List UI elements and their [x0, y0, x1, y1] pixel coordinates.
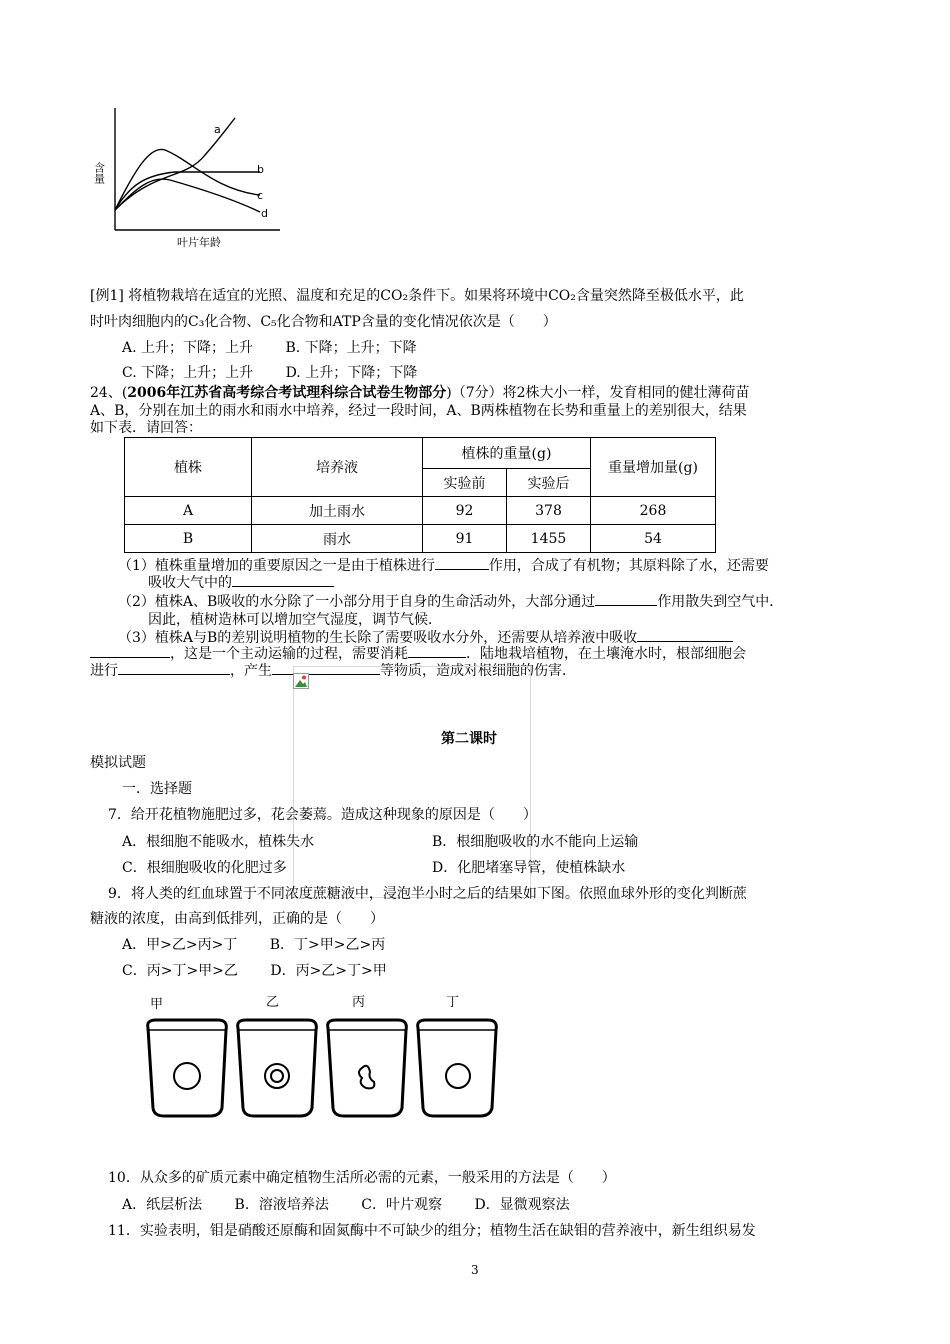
- example1-options-ab: A. 上升；下降；上升 B. 下降；上升；下降: [122, 340, 417, 356]
- th-after: 实验后: [507, 469, 591, 497]
- curve-c-label: c: [257, 189, 264, 202]
- cell-after: 1455: [507, 525, 591, 553]
- curve-b-label: b: [257, 163, 264, 176]
- blank: [595, 591, 657, 606]
- cell-gain: 268: [591, 497, 716, 525]
- th-gain: 重量增加量(g): [591, 438, 716, 497]
- broken-image-icon: [293, 673, 309, 689]
- graph-xlabel: 叶片年龄: [177, 236, 221, 249]
- beaker-3: [328, 1020, 407, 1116]
- sub2-text-a: （2）植株A、B吸收的水分除了一小部分用于自身的生命活动外，大部分通过: [118, 594, 596, 610]
- cell-before: 92: [423, 497, 507, 525]
- q11-stem: 11．实验表明，钼是硝酸还原酶和固氮酶中不可缺少的组分；植物生活在缺钼的营养液中，新生组织易发: [108, 1223, 756, 1239]
- q24-table: [124, 437, 716, 553]
- blank: [637, 627, 733, 642]
- sub3-text-a: （3）植株A与B的差别说明植物的生长除了需要吸收水分外，还需要从培养液中吸收: [118, 630, 638, 646]
- curve-c: [115, 149, 260, 210]
- sub1-text-c: 吸收大气中的: [148, 575, 232, 591]
- cell-plant: B: [125, 525, 252, 553]
- q24-line1: [90, 383, 750, 403]
- table-row: [125, 525, 716, 553]
- part1-heading: 一．选择题: [122, 781, 192, 797]
- q7-stem: 7．给开花植物施肥过多，花会萎蔫。造成这种现象的原因是（ ）: [108, 807, 537, 823]
- sub3-text-f: 等物质，造成对根细胞的伤害．: [380, 663, 576, 679]
- sub2-line1: [118, 591, 783, 612]
- example1-line1: [例1] 将植物栽培在适宜的光照、温度和充足的CO₂条件下。如果将环境中CO₂含量突然降至极低水平，此: [90, 288, 744, 304]
- q7-option-b: B．根细胞吸收的水不能向上运输: [432, 834, 639, 850]
- beaker-1: [148, 1020, 227, 1116]
- cell-medium: 雨水: [252, 525, 423, 553]
- cell-before: 91: [423, 525, 507, 553]
- cell-swollen: [174, 1063, 200, 1089]
- example1-line2: 时叶肉细胞内的C₃化合物、C₅化合物和ATP含量的变化情况依次是（ ）: [90, 314, 557, 330]
- cell-plant: A: [125, 497, 252, 525]
- q9-options-cd: C．丙>丁>甲>乙 D．丙>乙>丁>甲: [122, 963, 387, 979]
- beaker-label-4: 丁: [446, 995, 460, 1010]
- q7-option-a: A．根细胞不能吸水，植株失水: [122, 834, 315, 850]
- page-number: 3: [471, 1263, 479, 1277]
- beaker-label-2: 乙: [266, 995, 280, 1010]
- beaker-2: [238, 1020, 317, 1116]
- cell-shrunk: [359, 1066, 374, 1089]
- leaf-age-graph: [92, 100, 295, 250]
- th-medium: 培养液: [252, 438, 423, 497]
- blank: [232, 572, 334, 587]
- blank: [408, 643, 466, 658]
- cell-gain: 54: [591, 525, 716, 553]
- sub1-line2: [148, 572, 334, 593]
- curve-a-label: a: [214, 123, 221, 136]
- sub3-text-e: ，产生: [230, 663, 272, 679]
- th-before: 实验前: [423, 469, 507, 497]
- beakers-figure: [140, 990, 500, 1122]
- q24-line3: 如下表．请回答：: [90, 420, 202, 436]
- q10-stem: 10．从众多的矿质元素中确定植物生活所必需的元素，一般采用的方法是（ ）: [108, 1170, 616, 1186]
- sub1-text-b: 作用，合成了有机物；其原料除了水，还需要: [488, 558, 769, 574]
- beaker-4: [418, 1020, 497, 1116]
- q9-stem2: 糖液的浓度，由高到低排列，正确的是（ ）: [90, 911, 384, 927]
- th-plant: 植株: [125, 438, 252, 497]
- q10-options: A．纸层析法 B．溶液培养法 C．叶片观察 D．显微观察法: [122, 1197, 570, 1213]
- sub3-text-d: 进行: [90, 663, 118, 679]
- blank: [90, 643, 170, 658]
- sub3-text-c: ．陆地栽培植物，在土壤淹水时，根部细胞会: [466, 646, 746, 662]
- q7-option-d: D．化肥堵塞导管，使植株缺水: [432, 860, 626, 876]
- sub2-line2: 因此，植树造林可以增加空气湿度，调节气候．: [148, 612, 442, 628]
- table-row: [125, 497, 716, 525]
- sub1-text-a: （1）植株重量增加的重要原因之一是由于植株进行: [118, 558, 435, 574]
- blank: [435, 555, 489, 570]
- q24-line1-rest: )（7分）将2株大小一样，发育相同的健壮薄荷苗: [446, 385, 750, 401]
- sub2-text-b: 作用散失到空气中．: [657, 594, 784, 610]
- q9-options-ab: A．甲>乙>丙>丁 B．丁>甲>乙>丙: [122, 937, 386, 953]
- q24-line2: A、B，分别在加土的雨水和雨水中培养，经过一段时间，A、B两株植物在长势和重量上的差别很大，结果: [90, 403, 747, 419]
- beaker-label-3: 丙: [352, 995, 366, 1010]
- mock-heading: 模拟试题: [90, 755, 146, 771]
- q7-option-c: C．根细胞吸收的化肥过多: [122, 860, 287, 876]
- sub3-text-b: ，这是一个主动运输的过程，需要消耗: [170, 646, 408, 662]
- example1-options-cd: C. 下降；上升；上升 D. 上升；下降；下降: [122, 365, 418, 381]
- q24-source: 2006年江苏省高考综合考试理科综合试卷生物部分: [127, 385, 447, 401]
- cell-medium: 加土雨水: [252, 497, 423, 525]
- q24-prefix: 24、(: [90, 385, 128, 401]
- curve-d-label: d: [261, 207, 268, 220]
- th-weight: 植株的重量(g): [423, 438, 591, 469]
- section-title: 第二课时: [441, 731, 497, 747]
- beaker-label-1: 甲: [150, 997, 164, 1012]
- graph-ylabel: 含量: [92, 162, 106, 184]
- q9-stem1: 9．将人类的红血球置于不同浓度蔗糖液中，浸泡半小时之后的结果如下图。依照血球外形的变化判断蔗: [108, 886, 747, 902]
- cell-after: 378: [507, 497, 591, 525]
- blank: [118, 660, 230, 675]
